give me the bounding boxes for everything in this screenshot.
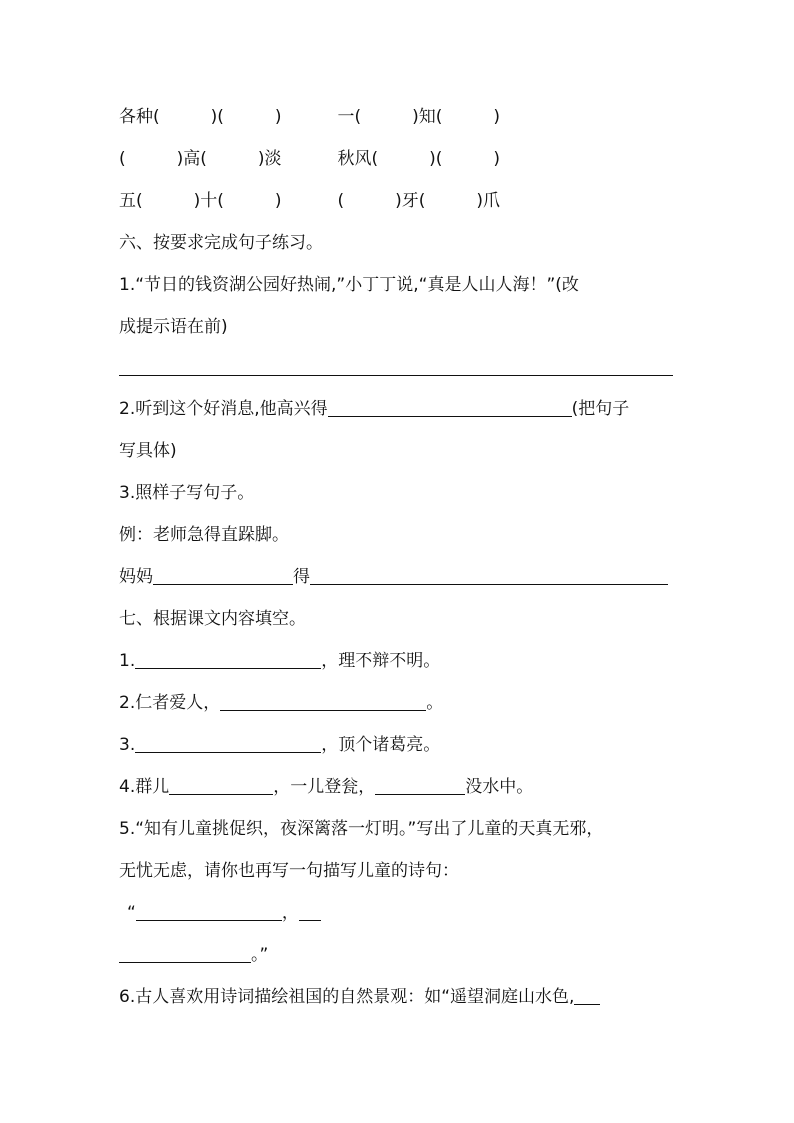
s7-q2-prefix: 2.仁者爱人，	[119, 693, 221, 713]
s7-q5-answer-2	[119, 944, 268, 966]
s7-q6	[119, 986, 600, 1008]
s6-q3-answer-line	[119, 566, 668, 588]
s7-q1	[119, 650, 440, 672]
s7-q3-prefix: 3.	[119, 735, 136, 755]
blank-s7-q2[interactable]	[220, 692, 426, 711]
s7-q5-line1: 5.“知有儿童挑促织，夜深篱落一灯明。”写出了儿童的天真无邪，	[119, 819, 604, 839]
s7-q5-line2: 无忧无虑，请你也再写一句描写儿童的诗句：	[119, 861, 459, 881]
blank-s6-q2[interactable]	[328, 398, 572, 417]
fill-row-2	[119, 148, 500, 170]
blank-s7-q5-a[interactable]	[136, 902, 282, 921]
s7-q2-suffix: 。	[426, 693, 444, 713]
blank-s7-q1[interactable]	[135, 650, 321, 669]
blank-s7-q4-b[interactable]	[375, 776, 465, 795]
s7-q4-mid: ，一儿登瓮，	[273, 777, 376, 797]
answer-line-s6-q1[interactable]	[119, 375, 673, 376]
s7-q2	[119, 692, 443, 714]
s6-q3-de: 得	[293, 567, 310, 587]
fill-item-2: 一( )知( )	[337, 107, 501, 127]
blank-s7-q3[interactable]	[135, 734, 321, 753]
s7-q5-close-quote: 。”	[251, 945, 269, 965]
section-7-heading: 七、根据课文内容填空。	[119, 609, 306, 629]
s7-q6-text: 6.古人喜欢用诗词描绘祖国的自然景观：如“遥望洞庭山水色,	[119, 987, 575, 1007]
s7-q1-prefix: 1.	[119, 651, 136, 671]
s7-q5-open-quote: “	[127, 903, 136, 923]
s7-q4-suffix: 没水中。	[465, 777, 534, 797]
blank-s7-q5-b[interactable]	[299, 902, 321, 921]
s6-q2-line1	[119, 398, 629, 420]
s7-q4-prefix: 4.群儿	[119, 777, 170, 797]
blank-s7-q5-c[interactable]	[119, 944, 251, 963]
s6-q2-prefix: 2.听到这个好消息,他高兴得	[119, 399, 328, 419]
s6-q1-line1: 1.“节日的钱资湖公园好热闹,”小丁丁说,“真是人山人海！”(改	[119, 275, 579, 295]
section-6-heading: 六、按要求完成句子练习。	[119, 233, 323, 253]
blank-s7-q4-a[interactable]	[169, 776, 273, 795]
s6-q3-title: 3.照样子写句子。	[119, 483, 255, 503]
fill-item-1: 各种( )( )	[119, 107, 282, 127]
s7-q5-comma: ，	[281, 903, 299, 923]
s7-q5-answer-1	[127, 902, 321, 924]
fill-item-5: 五( )十( )	[119, 191, 282, 211]
blank-s6-q3-b[interactable]	[310, 566, 668, 585]
fill-item-4: 秋风( )( )	[337, 149, 501, 169]
s7-q3	[119, 734, 440, 756]
fill-item-6: ( )牙( )爪	[337, 191, 501, 211]
s7-q3-suffix: ，顶个诸葛亮。	[321, 735, 441, 755]
fill-item-3: ( )高( )淡	[119, 149, 282, 169]
s7-q4	[119, 776, 533, 798]
s7-q1-suffix: ，理不辩不明。	[321, 651, 441, 671]
fill-row-3	[119, 190, 500, 212]
fill-row-1	[119, 106, 500, 128]
blank-s7-q6[interactable]	[574, 986, 600, 1005]
s6-q2-suffix: (把句子	[571, 399, 630, 419]
s6-q1-line2: 成提示语在前)	[119, 317, 228, 337]
s6-q3-mother: 妈妈	[119, 567, 153, 587]
s6-q2-line2: 写具体)	[119, 441, 177, 461]
blank-s6-q3-a[interactable]	[153, 566, 293, 585]
s6-q3-example: 例：老师急得直跺脚。	[119, 525, 289, 545]
